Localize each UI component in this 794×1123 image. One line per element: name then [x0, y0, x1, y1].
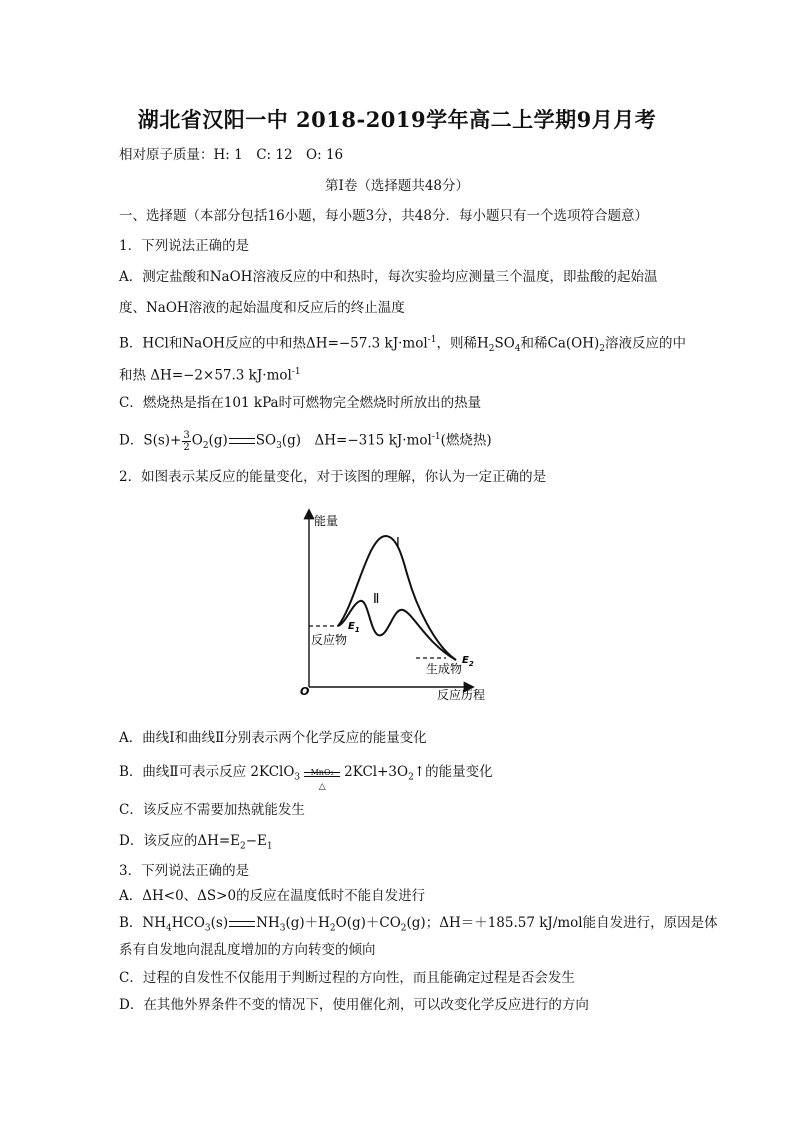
curve-two-label: Ⅱ [373, 592, 380, 607]
q3-option-a: A．ΔH<0、ΔS>0的反应在温度低时不能自发进行 [119, 888, 426, 904]
atomic-mass-line: 相对原子质量：H: 1 C: 12 O: 16 [119, 147, 344, 163]
q3-option-b-line2: 系有自发地向混乱度增加的方向转变的倾向 [119, 942, 376, 958]
origin-label: O [300, 685, 310, 698]
equals-sign [229, 921, 255, 927]
x-axis-label: 反应历程 [437, 688, 486, 702]
q2-option-d: D．该反应的$\Delta H=E_2-E_1$ [119, 833, 273, 852]
q3-option-b-line1: B．$NH_4HCO_3(s)$ $NH_3(g)+H_2O(g)+CO_2(g)$；ΔH＝＋185.57 kJ/mol能自发进行，原因是体 [119, 915, 718, 934]
y-axis-label: 能量 [314, 514, 339, 528]
equals-sign [229, 438, 255, 444]
q1-option-b-line1: B．HCl和NaOH反应的中和热ΔH=−57.3 kJ·mol$^{-1}$，则稀$H_2SO_4$和稀$Ca(OH)_2$溶液反应的中 [119, 335, 687, 355]
q2-stem: 2．如图表示某反应的能量变化，对于该图的理解，你认为一定正确的是 [119, 469, 547, 485]
q1-option-a-line1: A．测定盐酸和NaOH溶液反应的中和热时，每次实验均应测量三个温度，即盐酸的起始温 [119, 269, 658, 285]
curve-one-label: Ⅰ [396, 536, 400, 551]
q2-option-a: A．曲线Ⅰ和曲线Ⅱ分别表示两个化学反应的能量变化 [119, 730, 427, 746]
energy-diagram [296, 505, 496, 705]
q1-option-c: C．燃烧热是指在101 kPa时可燃物完全燃烧时所放出的热量 [119, 395, 482, 411]
reaction-condition-sign: MnO₂ △ [302, 764, 342, 782]
q2-option-b: B．曲线Ⅱ可表示反应 2KClO$_3$ MnO₂ △ $2KCl+3O_2↑$的能量变化 [119, 764, 493, 792]
e2-label: $E_2$ [462, 655, 474, 668]
e1-label: $E_1$ [348, 621, 360, 634]
q1-stem: 1．下列说法正确的是 [119, 238, 250, 254]
q3-stem: 3．下列说法正确的是 [119, 863, 250, 879]
curve-one [338, 536, 456, 660]
section-header: 第Ⅰ卷（选择题共48分） [324, 178, 469, 194]
q3-option-c: C．过程的自发性不仅能用于判断过程的方向性，而且能确定过程是否会发生 [119, 970, 575, 986]
q1-option-b-line2: 和热 ΔH=−2×57.3 kJ·mol$^{-1}$ [119, 367, 301, 384]
q1-option-d: D．S(s)+ $\frac{3}{2}$ $O_2(g)$ $SO_3(g)$ ΔH=−315 kJ·mol$^{-1}$(燃烧热) [119, 429, 492, 453]
fraction-three-halves: $\frac{3}{2}$ [183, 429, 190, 453]
page-title: 湖北省汉阳一中 2018-2019学年高二上学期9月月考 [137, 107, 657, 132]
part-intro: 一、选择题（本部分包括16小题，每小题3分，共48分．每小题只有一个选项符合题意） [119, 208, 648, 224]
product-label: 生成物 [426, 662, 463, 676]
reactant-label: 反应物 [311, 633, 348, 647]
q2-option-c: C．该反应不需要加热就能发生 [119, 802, 305, 818]
q1-option-a-line2: 度、NaOH溶液的起始温度和反应后的终止温度 [119, 300, 405, 316]
q3-option-d: D．在其他外界条件不变的情况下，使用催化剂，可以改变化学反应进行的方向 [119, 997, 589, 1013]
